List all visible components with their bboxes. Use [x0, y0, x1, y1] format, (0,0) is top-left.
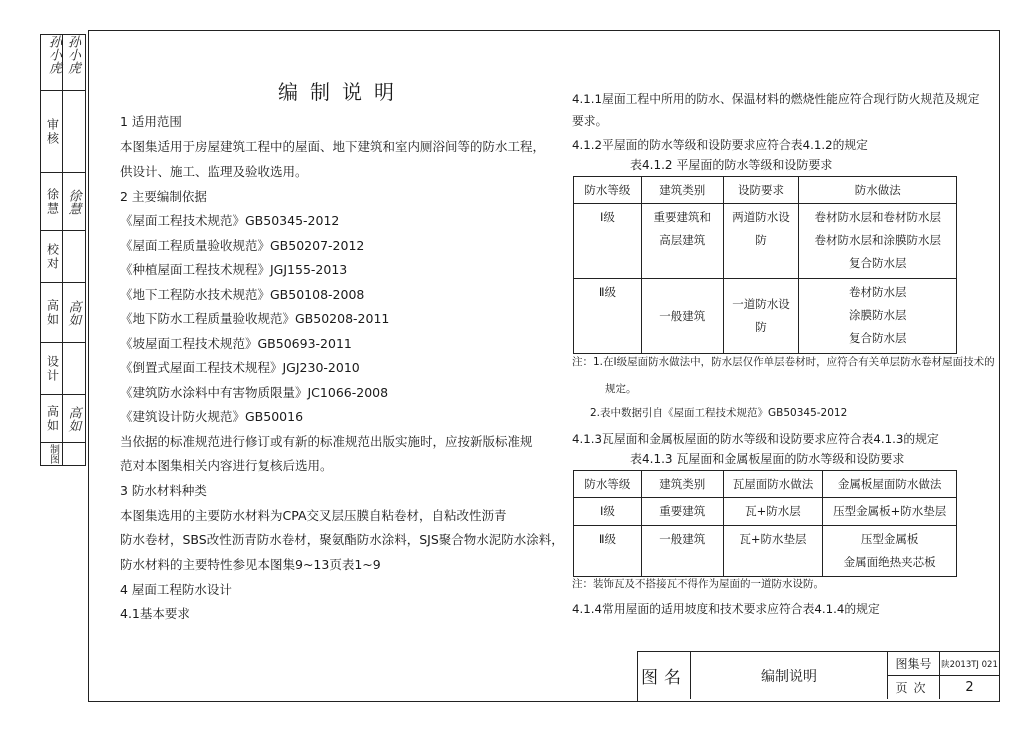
table-note: 注：装饰瓦及不搭接瓦不得作为屋面的一道防水设防。	[572, 578, 824, 590]
table-cell: 一般建筑	[641, 526, 723, 577]
table-cell: 瓦+防水垫层	[723, 526, 823, 577]
signature-text: 徐慧	[65, 188, 81, 215]
signature-strip	[40, 34, 86, 466]
text-line: 防水材料的主要特性参见本图集9~13页表1~9	[120, 557, 381, 572]
drawing-name-label: 图名	[638, 652, 691, 699]
table-caption: 表4.1.2 平屋面的防水等级和设防要求	[630, 158, 833, 172]
text-line: 《地下防水工程质量验收规范》GB50208-2011	[120, 311, 390, 326]
table-cell: 卷材防水层 涂膜防水层 复合防水层	[799, 279, 957, 354]
strip-cell	[41, 283, 85, 343]
text-line: 要求。	[572, 114, 608, 128]
strip-cell	[41, 231, 85, 283]
text-line: 防水卷材，SBS改性沥青防水卷材，聚氨酯防水涂料，SJS聚合物水泥防水涂料，	[120, 532, 564, 547]
table-cell: 压型金属板+防水垫层	[823, 498, 957, 526]
text-line: 《种植屋面工程技术规程》JGJ155-2013	[120, 262, 348, 277]
page-title: 编制说明	[278, 80, 406, 104]
strip-label: 高如	[45, 404, 60, 433]
strip-label: 审核	[45, 117, 60, 146]
strip-cell	[41, 91, 85, 173]
text-line: 《建筑防水涂料中有害物质限量》JC1066-2008	[120, 385, 389, 400]
waterproof-grade-table	[573, 176, 957, 354]
table-header-cell: 金属板屋面防水做法	[823, 471, 957, 498]
table-cell: 重要建筑	[641, 498, 723, 526]
table-cell: 两道防水设防	[723, 204, 799, 279]
page-number-label: 页次	[888, 676, 940, 699]
table-cell: 重要建筑和 高层建筑	[641, 204, 723, 279]
atlas-number-value: 陕2013TJ 021	[940, 652, 999, 676]
table-header-cell: 设防要求	[723, 177, 799, 204]
text-line: 《屋面工程技术规范》GB50345-2012	[120, 213, 340, 228]
strip-label: 校对	[45, 242, 60, 271]
page-number-value: 2	[965, 680, 974, 695]
table-header-row	[574, 177, 957, 204]
table-cell: 一道防水设防	[723, 279, 799, 354]
text-line: 范对本图集相关内容进行复核后选用。	[120, 458, 333, 473]
table-cell: Ⅰ级	[574, 498, 642, 526]
table-caption: 表4.1.3 瓦屋面和金属板屋面的防水等级和设防要求	[630, 452, 905, 466]
text-line: 本图集适用于房屋建筑工程中的屋面、地下建筑和室内厕浴间等的防水工程，	[120, 139, 546, 154]
text-line: 4.1.1屋面工程中所用的防水、保温材料的燃烧性能应符合现行防火规范及规定	[572, 92, 980, 106]
text-line: 本图集选用的主要防水材料为CPA交叉层压膜自粘卷材，自粘改性沥青	[120, 508, 507, 523]
text-line: 3 防水材料种类	[120, 483, 207, 498]
text-line: 4.1.4常用屋面的适用坡度和技术要求应符合表4.1.4的规定	[572, 602, 880, 616]
text-line: 4.1.2平屋面的防水等级和设防要求应符合表4.1.2的规定	[572, 138, 868, 152]
table-row	[574, 498, 957, 526]
strip-cell	[41, 35, 85, 91]
text-line: 4.1.3瓦屋面和金属板屋面的防水等级和设防要求应符合表4.1.3的规定	[572, 432, 939, 446]
table-header-cell: 建筑类别	[641, 177, 723, 204]
table-row	[574, 279, 957, 354]
drawing-name-value: 编制说明	[691, 652, 888, 699]
text-line: 当依据的标准规范进行修订或有新的标准规范出版实施时，应按新版标准规	[120, 434, 533, 449]
table-cell: Ⅰ级	[574, 204, 642, 279]
strip-cell	[41, 443, 85, 465]
table-header-row	[574, 471, 957, 498]
table-header-cell: 防水等级	[574, 177, 642, 204]
tile-metal-roof-table	[573, 470, 957, 577]
table-header-cell: 防水做法	[799, 177, 957, 204]
text-line: 《坡屋面工程技术规范》GB50693-2011	[120, 336, 352, 351]
text-line: 2 主要编制依据	[120, 189, 207, 204]
text-line: 《地下工程防水技术规范》GB50108-2008	[120, 287, 365, 302]
strip-label: 高如	[45, 298, 60, 327]
strip-cell	[41, 395, 85, 443]
strip-label: 制图	[47, 444, 59, 464]
signature-text: 高如	[65, 405, 81, 432]
table-header-cell: 瓦屋面防水做法	[723, 471, 823, 498]
strip-cell	[41, 343, 85, 395]
strip-cell	[41, 173, 85, 231]
table-cell: 瓦+防水层	[723, 498, 823, 526]
text-line: 供设计、施工、监理及验收选用。	[120, 164, 308, 179]
signature-text: 孙小虎 孙小虎	[46, 35, 80, 74]
strip-label: 徐慧	[45, 187, 60, 216]
table-cell: 一般建筑	[641, 279, 723, 354]
title-block	[637, 651, 999, 701]
table-row	[574, 204, 957, 279]
strip-label: 设计	[45, 354, 60, 383]
table-cell: 卷材防水层和卷材防水层 卷材防水层和涂膜防水层 复合防水层	[799, 204, 957, 279]
table-row	[574, 526, 957, 577]
table-cell: Ⅱ级	[574, 279, 642, 354]
signature-text: 高如	[65, 299, 81, 326]
table-note: 2.表中数据引自《屋面工程技术规范》GB50345-2012	[590, 407, 848, 419]
text-line: 4 屋面工程防水设计	[120, 582, 232, 597]
table-header-cell: 建筑类别	[641, 471, 723, 498]
table-cell: 压型金属板 金属面绝热夹芯板	[823, 526, 957, 577]
text-line: 1 适用范围	[120, 114, 182, 129]
table-cell: Ⅱ级	[574, 526, 642, 577]
table-header-cell: 防水等级	[574, 471, 642, 498]
atlas-number-label: 图集号	[888, 652, 940, 676]
table-note: 注：1.在Ⅰ级屋面防水做法中，防水层仅作单层卷材时，应符合有关单层防水卷材屋面技术的	[572, 356, 995, 368]
text-line: 《倒置式屋面工程技术规程》JGJ230-2010	[120, 360, 360, 375]
text-line: 4.1基本要求	[120, 606, 190, 621]
table-note: 规定。	[605, 383, 637, 395]
text-line: 《屋面工程质量验收规范》GB50207-2012	[120, 238, 365, 253]
text-line: 《建筑设计防火规范》GB50016	[120, 409, 304, 424]
